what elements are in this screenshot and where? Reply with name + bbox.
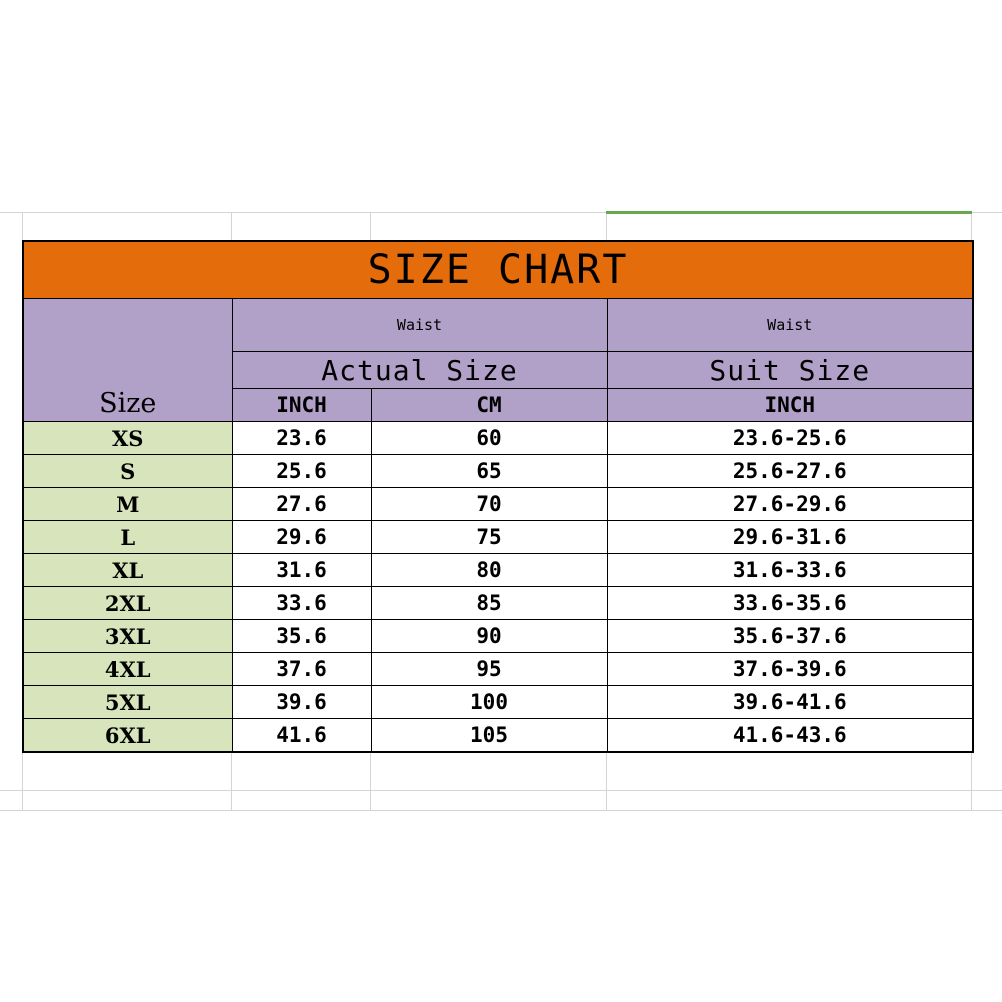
cm-cell: 60 [371, 422, 607, 455]
chart-title: SIZE CHART [23, 241, 973, 299]
cm-cell: 75 [371, 521, 607, 554]
size-cell: S [23, 455, 232, 488]
suit-cell: 29.6-31.6 [607, 521, 973, 554]
table-row [23, 719, 973, 753]
size-cell: XS [23, 422, 232, 455]
size-cell: XL [23, 554, 232, 587]
cm-cell: 80 [371, 554, 607, 587]
table-row [23, 488, 973, 521]
size-cell: M [23, 488, 232, 521]
size-cell: 4XL [23, 653, 232, 686]
inch-cell: 33.6 [232, 587, 371, 620]
cm-cell: 105 [371, 719, 607, 753]
suit-cell: 27.6-29.6 [607, 488, 973, 521]
cm-cell: 85 [371, 587, 607, 620]
waist-actual-header: Waist [232, 299, 607, 352]
grid-line [0, 810, 1002, 811]
suit-cell: 33.6-35.6 [607, 587, 973, 620]
cm-cell: 95 [371, 653, 607, 686]
suit-inch-header: INCH [607, 389, 973, 422]
size-cell: 6XL [23, 719, 232, 753]
cm-header: CM [371, 389, 607, 422]
cm-cell: 70 [371, 488, 607, 521]
inch-cell: 41.6 [232, 719, 371, 753]
size-cell: L [23, 521, 232, 554]
table-row [23, 554, 973, 587]
suit-cell: 31.6-33.6 [607, 554, 973, 587]
suit-size-header: Suit Size [607, 352, 973, 389]
table-row [23, 620, 973, 653]
size-cell: 3XL [23, 620, 232, 653]
inch-cell: 31.6 [232, 554, 371, 587]
suit-cell: 25.6-27.6 [607, 455, 973, 488]
size-header: Size [23, 299, 232, 422]
cm-cell: 65 [371, 455, 607, 488]
size-cell: 5XL [23, 686, 232, 719]
size-cell: 2XL [23, 587, 232, 620]
inch-cell: 39.6 [232, 686, 371, 719]
suit-cell: 41.6-43.6 [607, 719, 973, 753]
inch-cell: 23.6 [232, 422, 371, 455]
suit-cell: 23.6-25.6 [607, 422, 973, 455]
waist-suit-header: Waist [607, 299, 973, 352]
table-row [23, 455, 973, 488]
table-row [23, 653, 973, 686]
suit-cell: 37.6-39.6 [607, 653, 973, 686]
inch-cell: 27.6 [232, 488, 371, 521]
inch-cell: 29.6 [232, 521, 371, 554]
inch-cell: 35.6 [232, 620, 371, 653]
inch-cell: 37.6 [232, 653, 371, 686]
table-row [23, 686, 973, 719]
cell-selection-border [606, 211, 972, 214]
suit-cell: 39.6-41.6 [607, 686, 973, 719]
actual-size-header: Actual Size [232, 352, 607, 389]
table-row [23, 521, 973, 554]
grid-line [0, 790, 1002, 791]
inch-header: INCH [232, 389, 371, 422]
inch-cell: 25.6 [232, 455, 371, 488]
cm-cell: 90 [371, 620, 607, 653]
cm-cell: 100 [371, 686, 607, 719]
table-row [23, 422, 973, 455]
size-chart-table [22, 240, 974, 753]
table-row [23, 587, 973, 620]
suit-cell: 35.6-37.6 [607, 620, 973, 653]
